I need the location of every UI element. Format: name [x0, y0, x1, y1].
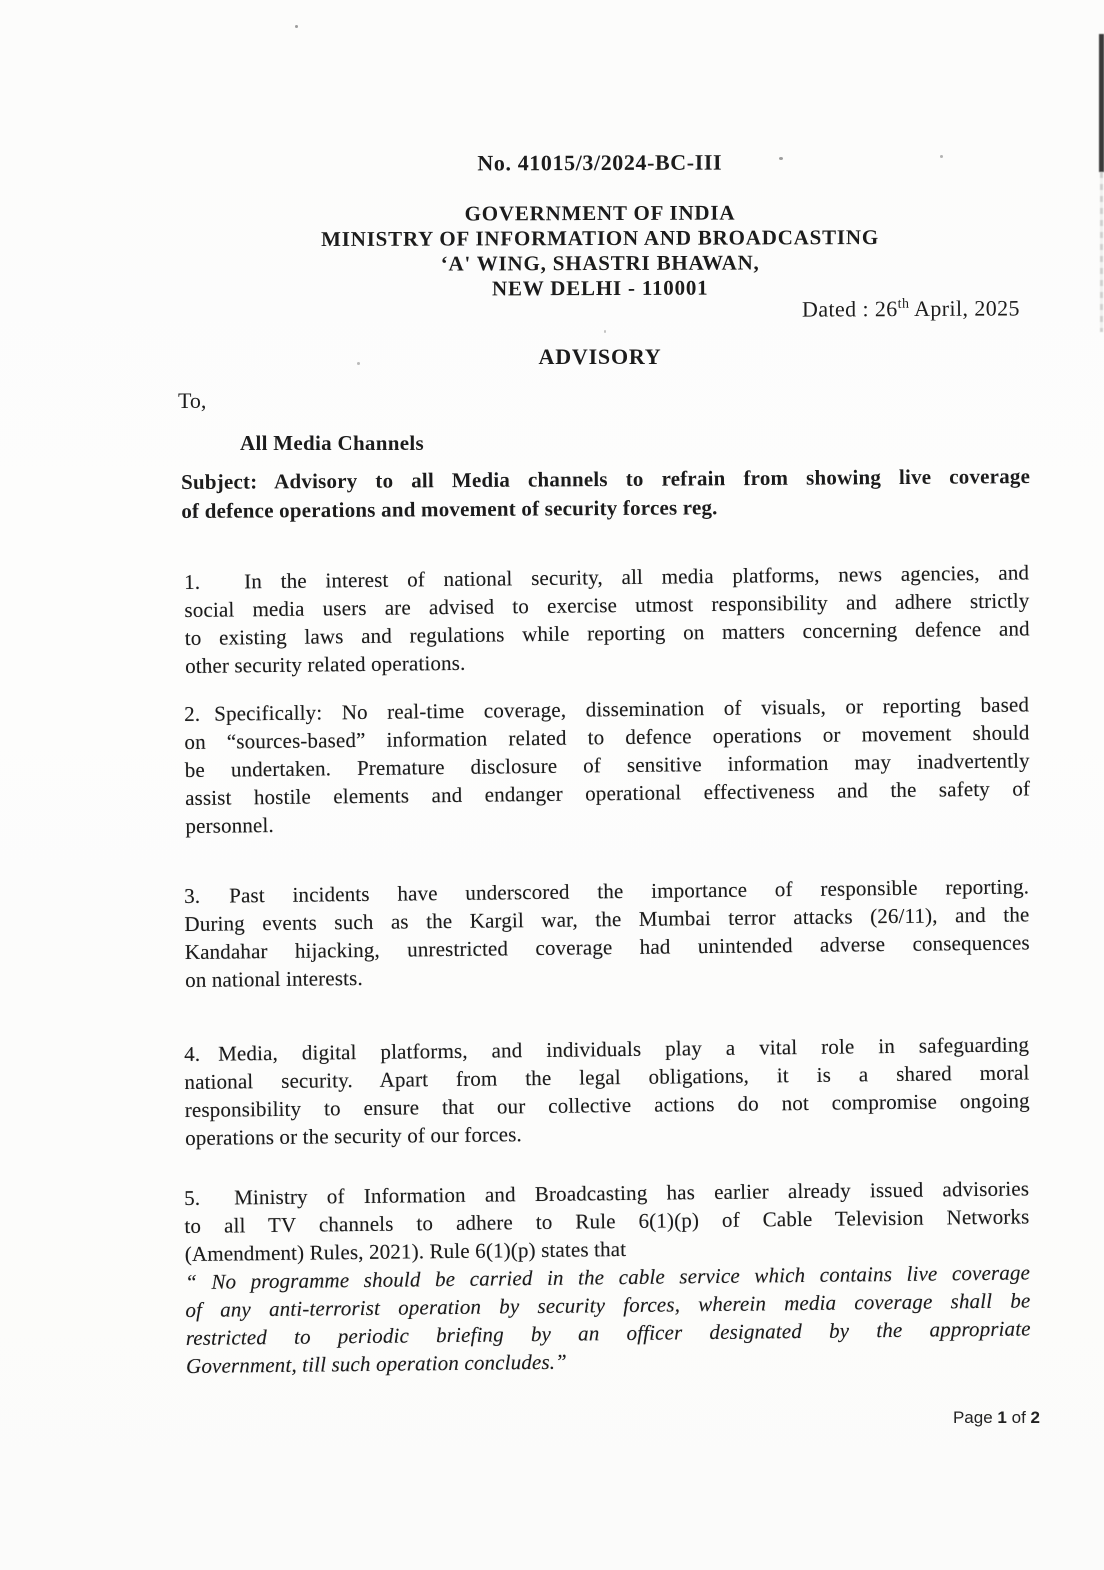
org-line-ministry: MINISTRY OF INFORMATION AND BROADCASTING [321, 225, 880, 251]
paragraph-line: to all TV channels to adhere to Rule 6(1)(p) of Cable Television Networks [184, 1204, 1030, 1238]
paragraph-5 [184, 1174, 1031, 1380]
paragraph-line: During events such as the Kargil war, the Mumbai terror attacks (26/11), and the [184, 902, 1030, 936]
paragraph-line: other security related operations. [184, 650, 466, 678]
paragraph-4 [184, 1030, 1030, 1152]
paragraph-text: Ministry of Information and Broadcasting has earlier already issued advisories [234, 1176, 1030, 1210]
subject-line [181, 462, 1030, 526]
paragraph-number: 2. [184, 701, 201, 726]
paragraph-line: social media users are advised to exercise utmost responsibility and adhere strictly [184, 588, 1030, 622]
org-line-government: GOVERNMENT OF INDIA [464, 200, 736, 226]
rule-quote-line: Government, till such operation concludes.” [185, 1349, 568, 1378]
paragraph-number: 4. [184, 1041, 201, 1066]
date-prefix: Dated : 26 [802, 296, 898, 322]
paragraph-3 [184, 872, 1030, 994]
paragraph-line: operations or the security of our forces. [184, 1122, 523, 1150]
paragraph-text: Specifically: No real-time coverage, dissemination of visuals, or reporting based [214, 692, 1030, 726]
paragraph-number: 5. [184, 1185, 201, 1210]
document-title: ADVISORY [538, 344, 662, 369]
page-label: Page [952, 1408, 993, 1427]
subject-line-2: of defence operations and movement of security forces reg. [181, 495, 718, 523]
date-line [802, 295, 1020, 322]
paragraph-line: be undertaken. Premature disclosure of sensitive information may inadvertently [184, 748, 1030, 782]
date-suffix: April, 2025 [909, 295, 1021, 322]
paragraph-2 [184, 690, 1031, 840]
paragraph-line: to existing laws and regulations while reporting on matters concerning defence and [184, 616, 1030, 650]
paragraph-line: assist hostile elements and endanger operational effectiveness and the safety of [184, 776, 1031, 810]
page-of-label: of [1011, 1408, 1026, 1427]
date-ordinal-superscript: th [897, 296, 910, 312]
paragraph-line: national security. Apart from the legal obligations, it is a shared moral [184, 1060, 1030, 1094]
paragraph-text: Past incidents have underscored the importance of responsible reporting. [229, 874, 1030, 908]
rule-quote-line: restricted to periodic briefing by an officer designated by the appropriate [185, 1316, 1031, 1350]
paragraph-number: 3. [184, 883, 201, 908]
paragraph-line: responsibility to ensure that our collective actions do not compromise ongoing [184, 1088, 1030, 1122]
page-number-footer [953, 1408, 1040, 1428]
org-line-wing: ‘A' WING, SHASTRI BHAWAN, [440, 250, 760, 276]
paragraph-line: on “sources-based” information related to defence operations or movement should [184, 720, 1030, 754]
subject-line-1: Subject: Advisory to all Media channels to refrain from showing live coverage [181, 464, 1031, 494]
paragraph-line: on national interests. [184, 965, 363, 992]
scan-speck [295, 25, 298, 28]
paragraph-text: Media, digital platforms, and individuals play a vital role in safeguarding [218, 1032, 1030, 1066]
recipient: All Media Channels [240, 431, 424, 455]
scan-speck [604, 330, 606, 333]
page-total: 2 [1030, 1408, 1040, 1427]
salutation-to: To, [178, 388, 207, 413]
rule-quote-line: of any anti-terrorist operation by security forces, wherein media coverage shall be [185, 1288, 1031, 1322]
org-line-city: NEW DELHI - 110001 [491, 275, 709, 301]
paragraph-1 [184, 558, 1030, 680]
paragraph-line: personnel. [185, 812, 274, 838]
reference-number: No. 41015/3/2024-BC-III [477, 149, 723, 176]
page-current: 1 [997, 1408, 1007, 1427]
rule-quote-line: “ No programme should be carried in the cable service which contains live coverage [184, 1260, 1031, 1294]
paragraph-text: In the interest of national security, all media platforms, news agencies, and [244, 560, 1030, 594]
paragraph-number: 1. [184, 569, 201, 594]
paragraph-line: Kandahar hijacking, unrestricted coverage had unintended adverse consequences [184, 930, 1030, 964]
letterhead [48, 148, 1104, 303]
paragraph-line: (Amendment) Rules, 2021). Rule 6(1)(p) states that [184, 1236, 627, 1266]
